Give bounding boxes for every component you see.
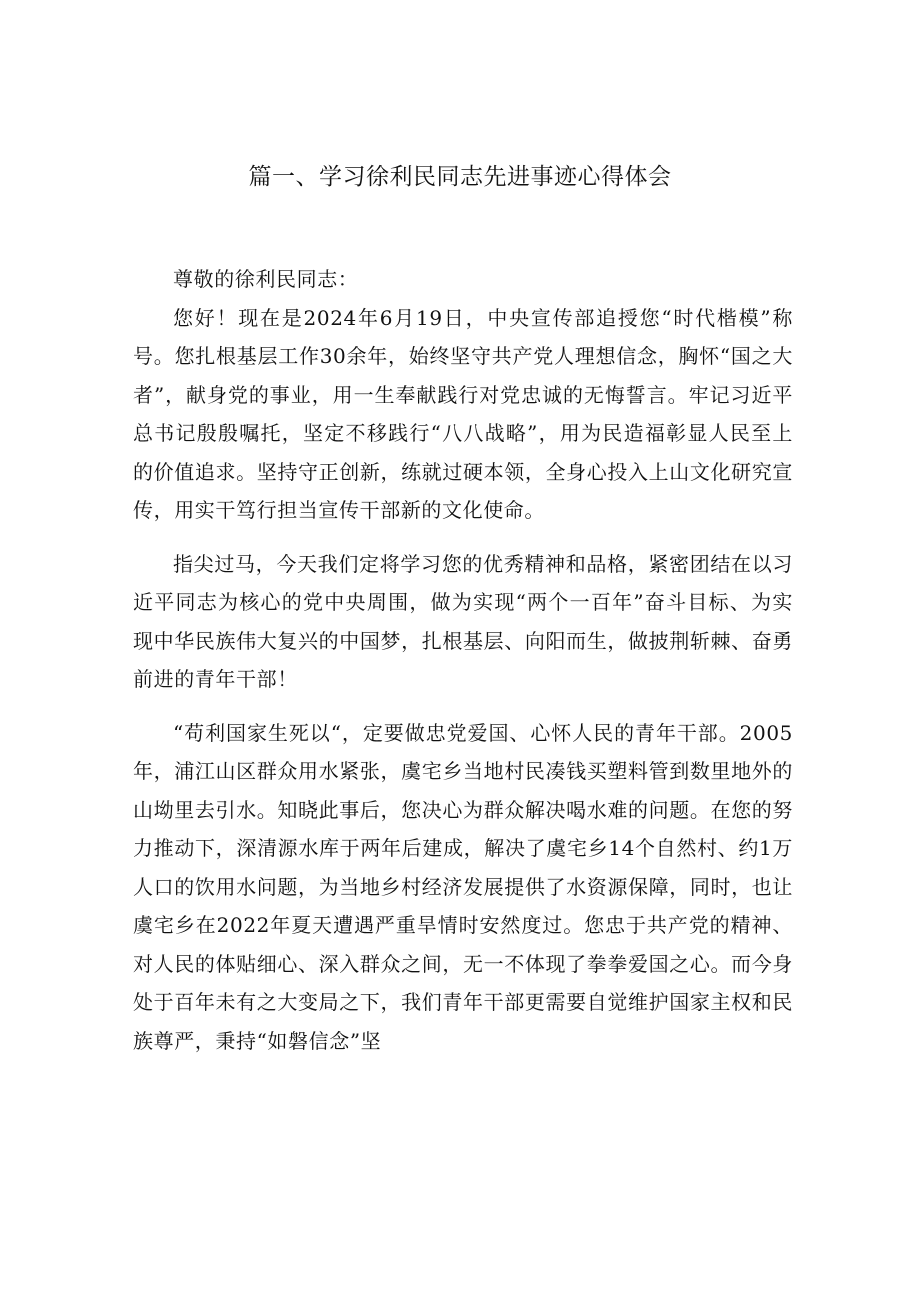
document-body: [133, 260, 793, 1060]
document-title: 篇一、学习徐利民同志先进事迹心得体会: [248, 164, 672, 190]
paragraph: 指尖过马，今天我们定将学习您的优秀精神和品格，紧密团结在以习近平同志为核心的党中央周围，做为实现“两个一百年”奋斗目标、为实现中华民族伟大复兴的中国梦，扎根基层、向阳而生，做披荆斩棘、奋勇前进的青年干部！: [133, 551, 793, 691]
paragraph: 您好！现在是2024年6月19日，中央宣传部追授您“时代楷模”称号。您扎根基层工作30余年，始终坚守共产党人理想信念，胸怀“国之大者”，献身党的事业，用一生奉献践行对党忠诚的无悔誓言。牢记习近平总书记殷殷嘱托，坚定不移践行“八八战略”，用为民造福彰显人民至上的价值追求。坚持守正创新，练就过硬本领，全身心投入上山文化研究宣传，用实干笃行担当宣传干部新的文化使命。: [133, 305, 793, 522]
salutation: 尊敬的徐利民同志：: [173, 267, 359, 291]
paragraph: “苟利国家生死以“，定要做忠党爱国、心怀人民的青年干部。2005年，浦江山区群众用水紧张，虞宅乡当地村民凑钱买塑料管到数里地外的山坳里去引水。知晓此事后，您决心为群众解决喝水难的问题。在您的努力推动下，深清源水库于两年后建成，解决了虞宅乡14个自然村、约1万人口的饮用水问题，为当地乡村经济发展提供了水资源保障，同时，也让虞宅乡在2022年夏天遭遇严重旱情时安然度过。您忠于共产党的精神、对人民的体贴细心、深入群众之间，无一不体现了拳拳爱国之心。而今身处于百年未有之大变局之下，我们青年干部更需要自觉维护国家主权和民族尊严，秉持“如磐信念”坚: [133, 720, 793, 1053]
